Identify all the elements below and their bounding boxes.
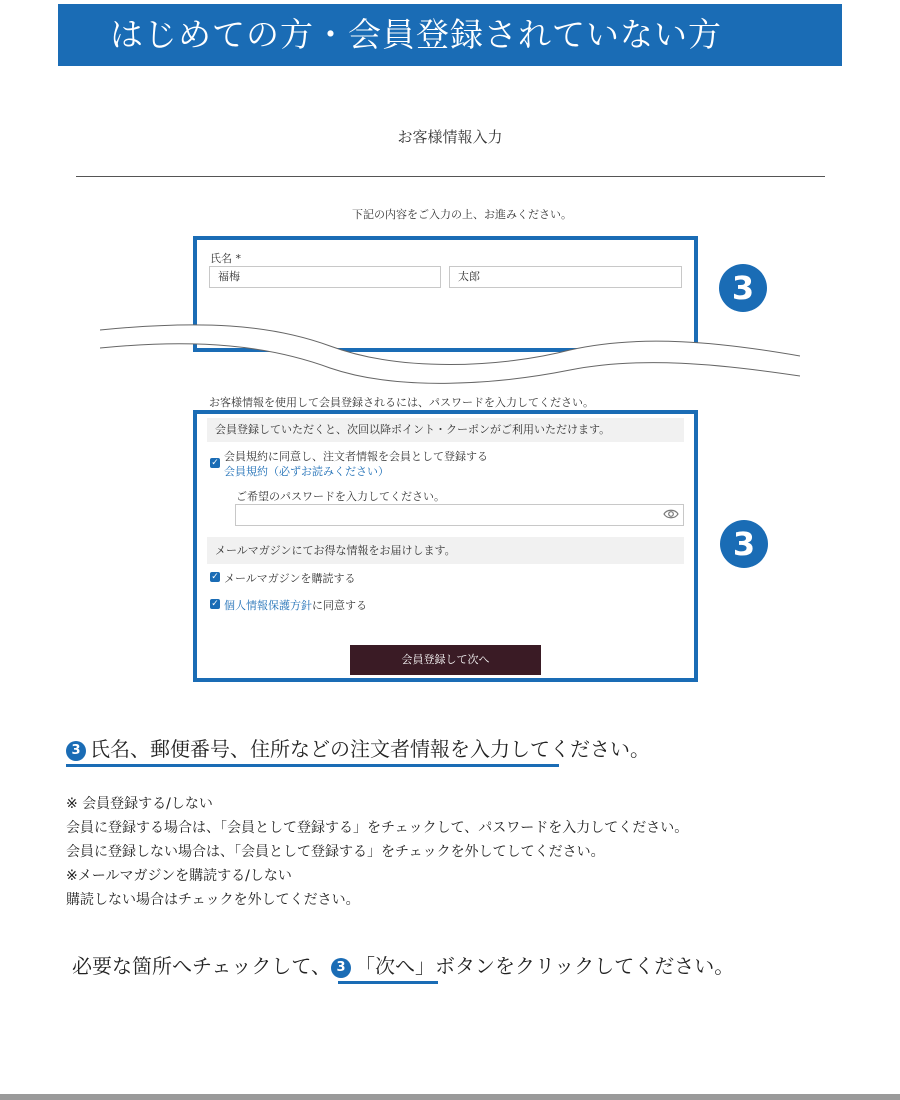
- note-line: ※メールマガジンを購読する/しない: [66, 868, 292, 884]
- member-agree-checkbox[interactable]: ✓: [211, 458, 219, 468]
- membership-note: お客様情報を使用して会員登録されるには、パスワードを入力してください。: [209, 396, 594, 409]
- bottom-border: [0, 1094, 900, 1100]
- step-3-badge: 3: [719, 264, 767, 312]
- note-line: ※ 会員登録する/しない: [66, 796, 213, 812]
- page-banner: はじめての方・会員登録されていない方: [58, 4, 842, 66]
- password-label: ご希望のパスワードを入力してください。: [236, 490, 445, 503]
- name-label: 氏名 *: [210, 252, 241, 265]
- final-instruction: [72, 950, 734, 979]
- eye-icon[interactable]: [663, 507, 679, 521]
- step-3-inline-badge: 3: [66, 741, 86, 761]
- terms-link[interactable]: 会員規約（必ずお読みください）: [224, 465, 389, 478]
- newsletter-band: メールマガジンにてお得な情報をお届けします。: [207, 537, 684, 564]
- privacy-checkbox[interactable]: ✓: [211, 599, 219, 609]
- wave-cut-divider: [100, 312, 800, 384]
- newsletter-checkbox[interactable]: ✓: [211, 572, 219, 582]
- last-name-input[interactable]: 福梅: [209, 266, 441, 288]
- note-line: 会員に登録しない場合は、「会員として登録する」をチェックを外してしてください。: [66, 844, 605, 860]
- password-input[interactable]: [235, 504, 684, 526]
- first-name-input[interactable]: 太郎: [449, 266, 682, 288]
- privacy-suffix: に同意する: [312, 599, 367, 612]
- privacy-row: [224, 597, 367, 613]
- form-title: お客様情報入力: [397, 128, 503, 146]
- membership-info-band: 会員登録していただくと、次回以降ポイント・クーポンがご利用いただけます。: [207, 418, 684, 442]
- final-prefix: 必要な箇所へチェックして、: [72, 954, 331, 978]
- member-agree-label: 会員規約に同意し、注文者情報を会員として登録する: [224, 450, 488, 463]
- step-3-headline: [66, 733, 650, 762]
- form-instruction: 下記の内容をご入力の上、お進みください。: [352, 208, 572, 221]
- step-3-badge-2: 3: [720, 520, 768, 568]
- final-suffix: 「次へ」ボタンをクリックしてください。: [355, 954, 735, 978]
- privacy-policy-link[interactable]: 個人情報保護方針: [224, 599, 312, 612]
- note-line: 会員に登録する場合は、「会員として登録する」をチェックして、パスワードを入力してください。: [66, 820, 689, 836]
- newsletter-label: メールマガジンを購読する: [224, 572, 356, 585]
- title-divider: [76, 176, 825, 177]
- headline-text: 氏名、郵便番号、住所などの注文者情報を入力してください。: [90, 737, 650, 761]
- note-line: 購読しない場合はチェックを外してください。: [66, 892, 360, 908]
- final-underline: [338, 981, 438, 984]
- step-3-inline-badge-2: 3: [331, 958, 351, 978]
- notes-block: [66, 792, 688, 912]
- headline-underline: [66, 764, 559, 767]
- register-next-button[interactable]: 会員登録して次へ: [350, 645, 541, 675]
